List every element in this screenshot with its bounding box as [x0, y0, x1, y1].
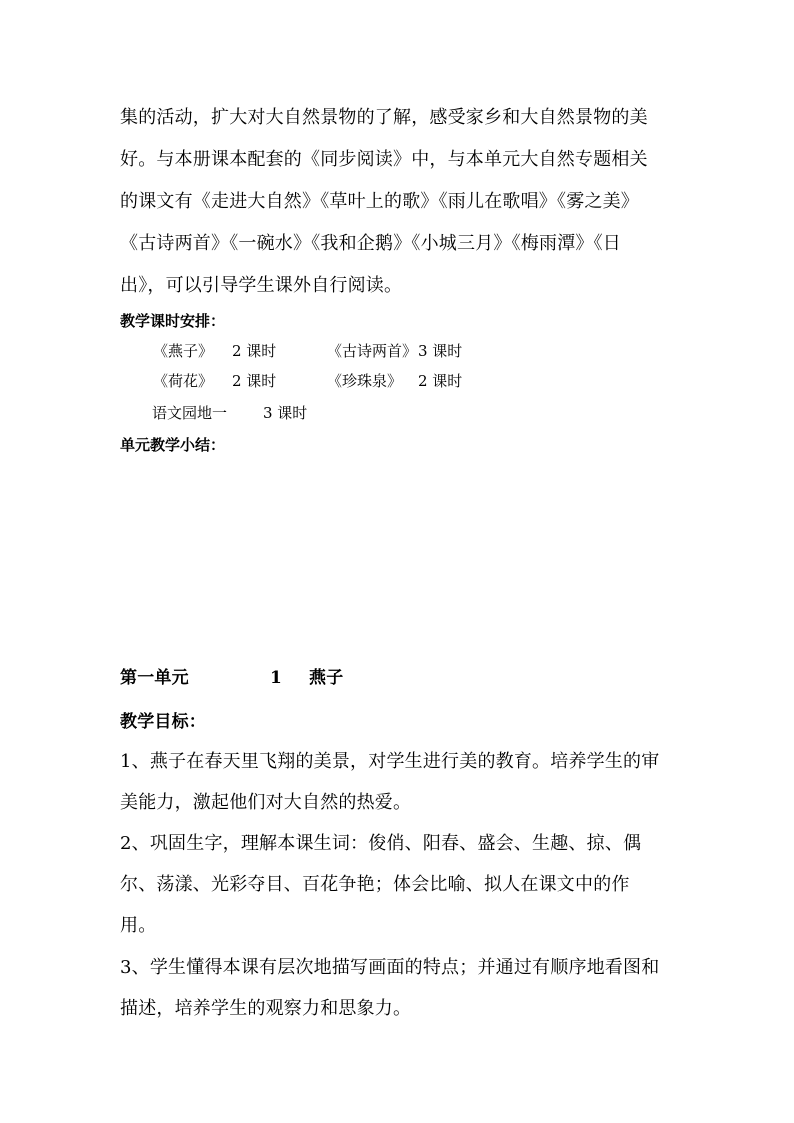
- schedule-lesson: 《燕子》: [153, 342, 214, 360]
- schedule-hours: 3 课时: [263, 404, 308, 422]
- schedule-hours: 2 课时: [232, 372, 277, 390]
- intro-line: 《古诗两首》《一碗水》《我和企鹅》《小城三月》《梅雨潭》《日: [120, 233, 621, 254]
- schedule-heading: 教学课时安排：: [120, 312, 226, 330]
- intro-line: 出》，可以引导学生课外自行阅读。: [120, 275, 403, 296]
- objective-line: 3、学生懂得本课有层次地描写画面的特点；并通过有顺序地看图和: [120, 957, 660, 978]
- objective-line: 美能力，激起他们对大自然的热爱。: [120, 792, 412, 813]
- lesson-title: 燕子: [309, 668, 344, 688]
- summary-heading: 单元教学小结：: [120, 436, 226, 454]
- lesson-number: 1: [270, 668, 283, 688]
- schedule-lesson: 《珍珠泉》: [327, 372, 403, 390]
- objective-line: 2、巩固生字，理解本课生词：俊俏、阳春、盛会、生趣、掠、偶: [120, 833, 642, 854]
- intro-line: 集的活动，扩大对大自然景物的了解，感受家乡和大自然景物的美: [120, 107, 648, 128]
- schedule-hours: 2 课时: [232, 342, 277, 360]
- schedule-lesson: 《古诗两首》: [327, 342, 418, 360]
- schedule-lesson: 《荷花》: [153, 372, 214, 390]
- objective-line: 描述，培养学生的观察力和思象力。: [120, 998, 412, 1019]
- schedule-lesson: 语文园地一: [152, 404, 228, 422]
- schedule-hours: 3 课时: [418, 342, 463, 360]
- objectives-heading: 教学目标：: [120, 712, 206, 732]
- objective-line: 1、燕子在春天里飞翔的美景，对学生进行美的教育。培养学生的审: [120, 751, 660, 772]
- intro-line: 好。与本册课本配套的《同步阅读》中，与本单元大自然专题相关: [120, 149, 648, 170]
- objective-line: 尔、荡漾、光彩夺目、百花争艳；体会比喻、拟人在课文中的作: [120, 874, 630, 895]
- unit-label: 第一单元: [120, 668, 189, 688]
- objective-line: 用。: [120, 915, 157, 936]
- intro-line: 的课文有《走进大自然》《草叶上的歌》《雨儿在歌唱》《雾之美》: [120, 191, 639, 212]
- schedule-hours: 2 课时: [418, 372, 463, 390]
